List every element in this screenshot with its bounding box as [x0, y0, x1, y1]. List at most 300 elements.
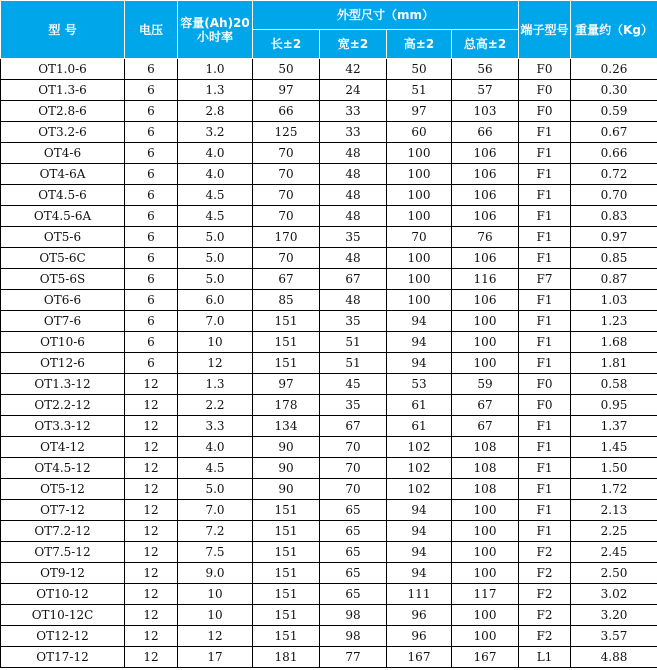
- cell-length: 151: [253, 584, 320, 605]
- cell-model: OT5-6C: [1, 248, 125, 269]
- table-row: [1, 374, 657, 395]
- table-row: [1, 332, 657, 353]
- table-row: [1, 80, 657, 101]
- cell-length: 151: [253, 521, 320, 542]
- cell-total-height: 100: [452, 521, 519, 542]
- cell-total-height: 100: [452, 563, 519, 584]
- header-model: 型 号: [1, 1, 125, 59]
- cell-voltage: 12: [125, 542, 178, 563]
- cell-voltage: 6: [125, 80, 178, 101]
- header-capacity: 容量(Ah)20小时率: [178, 1, 253, 59]
- cell-length: 85: [253, 290, 320, 311]
- cell-capacity: 3.3: [178, 416, 253, 437]
- cell-total-height: 76: [452, 227, 519, 248]
- cell-model: OT1.0-6: [1, 59, 125, 80]
- cell-weight: 0.30: [571, 80, 657, 101]
- cell-height: 61: [387, 395, 452, 416]
- table-row: [1, 605, 657, 626]
- cell-length: 151: [253, 626, 320, 647]
- cell-capacity: 1.0: [178, 59, 253, 80]
- cell-total-height: 106: [452, 185, 519, 206]
- cell-weight: 3.20: [571, 605, 657, 626]
- cell-terminal: F2: [519, 542, 571, 563]
- cell-voltage: 6: [125, 311, 178, 332]
- cell-total-height: 167: [452, 647, 519, 668]
- cell-voltage: 12: [125, 521, 178, 542]
- cell-model: OT1.3-12: [1, 374, 125, 395]
- table-row: [1, 185, 657, 206]
- cell-capacity: 1.3: [178, 374, 253, 395]
- cell-voltage: 12: [125, 500, 178, 521]
- cell-width: 98: [320, 605, 387, 626]
- table-row: [1, 458, 657, 479]
- cell-total-height: 56: [452, 59, 519, 80]
- cell-total-height: 100: [452, 332, 519, 353]
- cell-weight: 3.02: [571, 584, 657, 605]
- cell-total-height: 67: [452, 395, 519, 416]
- table-row: [1, 479, 657, 500]
- cell-width: 70: [320, 437, 387, 458]
- cell-height: 94: [387, 332, 452, 353]
- cell-capacity: 7.0: [178, 311, 253, 332]
- cell-model: OT5-6: [1, 227, 125, 248]
- cell-width: 48: [320, 206, 387, 227]
- cell-width: 51: [320, 353, 387, 374]
- cell-length: 151: [253, 563, 320, 584]
- cell-weight: 2.45: [571, 542, 657, 563]
- cell-height: 96: [387, 605, 452, 626]
- cell-length: 67: [253, 269, 320, 290]
- table-row: [1, 164, 657, 185]
- cell-voltage: 6: [125, 269, 178, 290]
- cell-capacity: 12: [178, 626, 253, 647]
- cell-height: 94: [387, 500, 452, 521]
- table-row: [1, 290, 657, 311]
- table-row: [1, 521, 657, 542]
- cell-terminal: F1: [519, 353, 571, 374]
- cell-terminal: F1: [519, 521, 571, 542]
- cell-capacity: 12: [178, 353, 253, 374]
- cell-voltage: 12: [125, 416, 178, 437]
- cell-model: OT3.2-6: [1, 122, 125, 143]
- cell-width: 65: [320, 563, 387, 584]
- cell-height: 100: [387, 290, 452, 311]
- cell-total-height: 57: [452, 80, 519, 101]
- cell-height: 100: [387, 164, 452, 185]
- cell-capacity: 10: [178, 605, 253, 626]
- cell-terminal: F1: [519, 248, 571, 269]
- cell-total-height: 106: [452, 206, 519, 227]
- table-row: [1, 206, 657, 227]
- cell-length: 70: [253, 206, 320, 227]
- table-row: [1, 269, 657, 290]
- cell-model: OT1.3-6: [1, 80, 125, 101]
- cell-length: 151: [253, 500, 320, 521]
- cell-weight: 2.13: [571, 500, 657, 521]
- cell-capacity: 4.0: [178, 437, 253, 458]
- cell-length: 97: [253, 374, 320, 395]
- cell-total-height: 106: [452, 248, 519, 269]
- cell-height: 102: [387, 479, 452, 500]
- cell-voltage: 6: [125, 332, 178, 353]
- cell-voltage: 12: [125, 374, 178, 395]
- cell-total-height: 100: [452, 500, 519, 521]
- cell-terminal: F1: [519, 122, 571, 143]
- cell-terminal: F1: [519, 416, 571, 437]
- cell-terminal: F1: [519, 458, 571, 479]
- cell-terminal: F1: [519, 437, 571, 458]
- cell-total-height: 106: [452, 143, 519, 164]
- cell-voltage: 6: [125, 227, 178, 248]
- cell-capacity: 3.2: [178, 122, 253, 143]
- cell-weight: 0.59: [571, 101, 657, 122]
- cell-length: 70: [253, 164, 320, 185]
- cell-width: 65: [320, 584, 387, 605]
- cell-width: 35: [320, 227, 387, 248]
- cell-terminal: F1: [519, 311, 571, 332]
- cell-capacity: 5.0: [178, 227, 253, 248]
- cell-model: OT4.5-6: [1, 185, 125, 206]
- cell-height: 100: [387, 143, 452, 164]
- cell-terminal: F2: [519, 605, 571, 626]
- cell-voltage: 12: [125, 563, 178, 584]
- cell-height: 61: [387, 416, 452, 437]
- cell-weight: 1.81: [571, 353, 657, 374]
- table-row: [1, 626, 657, 647]
- cell-total-height: 117: [452, 584, 519, 605]
- cell-voltage: 12: [125, 605, 178, 626]
- cell-total-height: 103: [452, 101, 519, 122]
- cell-height: 167: [387, 647, 452, 668]
- cell-capacity: 5.0: [178, 479, 253, 500]
- cell-width: 70: [320, 458, 387, 479]
- cell-length: 151: [253, 353, 320, 374]
- cell-width: 48: [320, 290, 387, 311]
- cell-voltage: 6: [125, 185, 178, 206]
- cell-height: 94: [387, 353, 452, 374]
- cell-width: 65: [320, 521, 387, 542]
- cell-weight: 1.03: [571, 290, 657, 311]
- cell-length: 50: [253, 59, 320, 80]
- cell-weight: 1.50: [571, 458, 657, 479]
- cell-terminal: F0: [519, 101, 571, 122]
- cell-total-height: 106: [452, 164, 519, 185]
- cell-capacity: 4.5: [178, 458, 253, 479]
- cell-height: 100: [387, 206, 452, 227]
- cell-voltage: 12: [125, 584, 178, 605]
- cell-total-height: 108: [452, 479, 519, 500]
- table-row: [1, 122, 657, 143]
- cell-width: 70: [320, 479, 387, 500]
- cell-terminal: F1: [519, 227, 571, 248]
- cell-weight: 0.83: [571, 206, 657, 227]
- cell-length: 151: [253, 311, 320, 332]
- cell-width: 35: [320, 395, 387, 416]
- cell-total-height: 100: [452, 542, 519, 563]
- cell-terminal: F1: [519, 500, 571, 521]
- cell-width: 24: [320, 80, 387, 101]
- cell-total-height: 100: [452, 626, 519, 647]
- table-row: [1, 227, 657, 248]
- cell-width: 48: [320, 143, 387, 164]
- cell-capacity: 4.5: [178, 185, 253, 206]
- cell-capacity: 1.3: [178, 80, 253, 101]
- cell-width: 77: [320, 647, 387, 668]
- cell-height: 96: [387, 626, 452, 647]
- cell-length: 170: [253, 227, 320, 248]
- cell-height: 100: [387, 269, 452, 290]
- cell-terminal: F0: [519, 59, 571, 80]
- cell-model: OT2.2-12: [1, 395, 125, 416]
- header-width: 宽±2: [320, 30, 387, 59]
- cell-weight: 2.25: [571, 521, 657, 542]
- table-row: [1, 500, 657, 521]
- cell-capacity: 9.0: [178, 563, 253, 584]
- cell-weight: 1.23: [571, 311, 657, 332]
- cell-terminal: F0: [519, 80, 571, 101]
- cell-weight: 1.72: [571, 479, 657, 500]
- cell-capacity: 10: [178, 332, 253, 353]
- header-voltage: 电压: [125, 1, 178, 59]
- cell-height: 97: [387, 101, 452, 122]
- cell-voltage: 6: [125, 353, 178, 374]
- cell-model: OT2.8-6: [1, 101, 125, 122]
- table-row: [1, 437, 657, 458]
- table-row: [1, 248, 657, 269]
- cell-model: OT10-12C: [1, 605, 125, 626]
- cell-length: 125: [253, 122, 320, 143]
- table-row: [1, 647, 657, 668]
- cell-height: 51: [387, 80, 452, 101]
- cell-length: 90: [253, 479, 320, 500]
- cell-model: OT4-12: [1, 437, 125, 458]
- cell-weight: 0.70: [571, 185, 657, 206]
- cell-height: 94: [387, 542, 452, 563]
- header-height: 高±2: [387, 30, 452, 59]
- cell-capacity: 5.0: [178, 269, 253, 290]
- cell-model: OT6-6: [1, 290, 125, 311]
- cell-length: 90: [253, 458, 320, 479]
- cell-weight: 0.66: [571, 143, 657, 164]
- cell-weight: 2.50: [571, 563, 657, 584]
- cell-width: 67: [320, 269, 387, 290]
- cell-terminal: F7: [519, 269, 571, 290]
- cell-length: 181: [253, 647, 320, 668]
- table-row: [1, 416, 657, 437]
- table-body: [1, 59, 657, 668]
- cell-model: OT4-6: [1, 143, 125, 164]
- cell-height: 94: [387, 563, 452, 584]
- cell-width: 45: [320, 374, 387, 395]
- cell-length: 70: [253, 185, 320, 206]
- cell-width: 48: [320, 164, 387, 185]
- cell-height: 60: [387, 122, 452, 143]
- cell-voltage: 12: [125, 626, 178, 647]
- cell-weight: 4.88: [571, 647, 657, 668]
- cell-total-height: 100: [452, 311, 519, 332]
- cell-total-height: 108: [452, 458, 519, 479]
- header-weight: 重量约（Kg）: [571, 1, 657, 59]
- table-row: [1, 143, 657, 164]
- cell-voltage: 6: [125, 59, 178, 80]
- cell-voltage: 12: [125, 647, 178, 668]
- cell-capacity: 2.2: [178, 395, 253, 416]
- cell-width: 67: [320, 416, 387, 437]
- cell-capacity: 2.8: [178, 101, 253, 122]
- table-row: [1, 563, 657, 584]
- cell-length: 66: [253, 101, 320, 122]
- cell-width: 35: [320, 311, 387, 332]
- cell-model: OT4.5-12: [1, 458, 125, 479]
- cell-total-height: 100: [452, 605, 519, 626]
- cell-total-height: 106: [452, 290, 519, 311]
- cell-terminal: F0: [519, 395, 571, 416]
- cell-width: 51: [320, 332, 387, 353]
- cell-length: 178: [253, 395, 320, 416]
- cell-model: OT4.5-6A: [1, 206, 125, 227]
- header-dimensions: 外型尺寸（mm）: [253, 1, 519, 30]
- cell-height: 100: [387, 185, 452, 206]
- cell-height: 70: [387, 227, 452, 248]
- cell-terminal: F1: [519, 290, 571, 311]
- cell-capacity: 7.2: [178, 521, 253, 542]
- cell-weight: 0.85: [571, 248, 657, 269]
- cell-height: 50: [387, 59, 452, 80]
- cell-capacity: 10: [178, 584, 253, 605]
- cell-capacity: 6.0: [178, 290, 253, 311]
- cell-height: 94: [387, 311, 452, 332]
- cell-model: OT12-6: [1, 353, 125, 374]
- cell-total-height: 108: [452, 437, 519, 458]
- cell-terminal: F1: [519, 206, 571, 227]
- cell-terminal: F1: [519, 479, 571, 500]
- cell-total-height: 66: [452, 122, 519, 143]
- cell-capacity: 5.0: [178, 248, 253, 269]
- header-total-height: 总高±2: [452, 30, 519, 59]
- cell-width: 33: [320, 122, 387, 143]
- cell-weight: 0.97: [571, 227, 657, 248]
- cell-weight: 0.67: [571, 122, 657, 143]
- cell-terminal: F1: [519, 185, 571, 206]
- cell-weight: 0.72: [571, 164, 657, 185]
- cell-terminal: F1: [519, 164, 571, 185]
- cell-voltage: 6: [125, 206, 178, 227]
- cell-terminal: L1: [519, 647, 571, 668]
- header-terminal: 端子型号: [519, 1, 571, 59]
- cell-model: OT7.5-12: [1, 542, 125, 563]
- cell-model: OT7-12: [1, 500, 125, 521]
- cell-model: OT17-12: [1, 647, 125, 668]
- cell-model: OT10-6: [1, 332, 125, 353]
- header-length: 长±2: [253, 30, 320, 59]
- cell-length: 134: [253, 416, 320, 437]
- cell-width: 65: [320, 500, 387, 521]
- cell-terminal: F2: [519, 563, 571, 584]
- cell-terminal: F1: [519, 332, 571, 353]
- cell-model: OT7-6: [1, 311, 125, 332]
- cell-weight: 1.68: [571, 332, 657, 353]
- cell-length: 90: [253, 437, 320, 458]
- cell-voltage: 12: [125, 395, 178, 416]
- cell-width: 42: [320, 59, 387, 80]
- cell-length: 151: [253, 605, 320, 626]
- cell-width: 65: [320, 542, 387, 563]
- cell-capacity: 17: [178, 647, 253, 668]
- cell-voltage: 6: [125, 101, 178, 122]
- cell-total-height: 67: [452, 416, 519, 437]
- cell-length: 97: [253, 80, 320, 101]
- cell-width: 48: [320, 248, 387, 269]
- cell-terminal: F2: [519, 626, 571, 647]
- cell-model: OT7.2-12: [1, 521, 125, 542]
- cell-weight: 0.95: [571, 395, 657, 416]
- cell-capacity: 7.0: [178, 500, 253, 521]
- cell-weight: 0.26: [571, 59, 657, 80]
- cell-model: OT5-6S: [1, 269, 125, 290]
- cell-total-height: 116: [452, 269, 519, 290]
- cell-weight: 0.87: [571, 269, 657, 290]
- cell-total-height: 100: [452, 353, 519, 374]
- cell-width: 98: [320, 626, 387, 647]
- cell-terminal: F0: [519, 374, 571, 395]
- cell-total-height: 59: [452, 374, 519, 395]
- cell-voltage: 12: [125, 458, 178, 479]
- table-row: [1, 59, 657, 80]
- cell-height: 94: [387, 521, 452, 542]
- cell-capacity: 4.0: [178, 143, 253, 164]
- cell-model: OT4-6A: [1, 164, 125, 185]
- cell-length: 151: [253, 542, 320, 563]
- cell-capacity: 4.0: [178, 164, 253, 185]
- cell-weight: 1.45: [571, 437, 657, 458]
- table-row: [1, 101, 657, 122]
- cell-model: OT9-12: [1, 563, 125, 584]
- cell-voltage: 6: [125, 248, 178, 269]
- cell-length: 70: [253, 248, 320, 269]
- cell-model: OT12-12: [1, 626, 125, 647]
- cell-terminal: F2: [519, 584, 571, 605]
- cell-voltage: 6: [125, 122, 178, 143]
- cell-model: OT3.3-12: [1, 416, 125, 437]
- cell-terminal: F1: [519, 143, 571, 164]
- cell-voltage: 12: [125, 479, 178, 500]
- cell-model: OT5-12: [1, 479, 125, 500]
- cell-weight: 1.37: [571, 416, 657, 437]
- cell-height: 102: [387, 437, 452, 458]
- table-row: [1, 395, 657, 416]
- table-row: [1, 542, 657, 563]
- table-row: [1, 311, 657, 332]
- table-row: [1, 353, 657, 374]
- cell-capacity: 4.5: [178, 206, 253, 227]
- cell-weight: 0.58: [571, 374, 657, 395]
- table-row: [1, 584, 657, 605]
- cell-height: 102: [387, 458, 452, 479]
- cell-voltage: 12: [125, 437, 178, 458]
- cell-capacity: 7.5: [178, 542, 253, 563]
- table-header: [1, 1, 657, 59]
- cell-voltage: 6: [125, 143, 178, 164]
- cell-height: 100: [387, 248, 452, 269]
- cell-length: 70: [253, 143, 320, 164]
- cell-height: 111: [387, 584, 452, 605]
- cell-height: 53: [387, 374, 452, 395]
- cell-length: 151: [253, 332, 320, 353]
- cell-width: 33: [320, 101, 387, 122]
- cell-model: OT10-12: [1, 584, 125, 605]
- cell-weight: 3.57: [571, 626, 657, 647]
- cell-voltage: 6: [125, 290, 178, 311]
